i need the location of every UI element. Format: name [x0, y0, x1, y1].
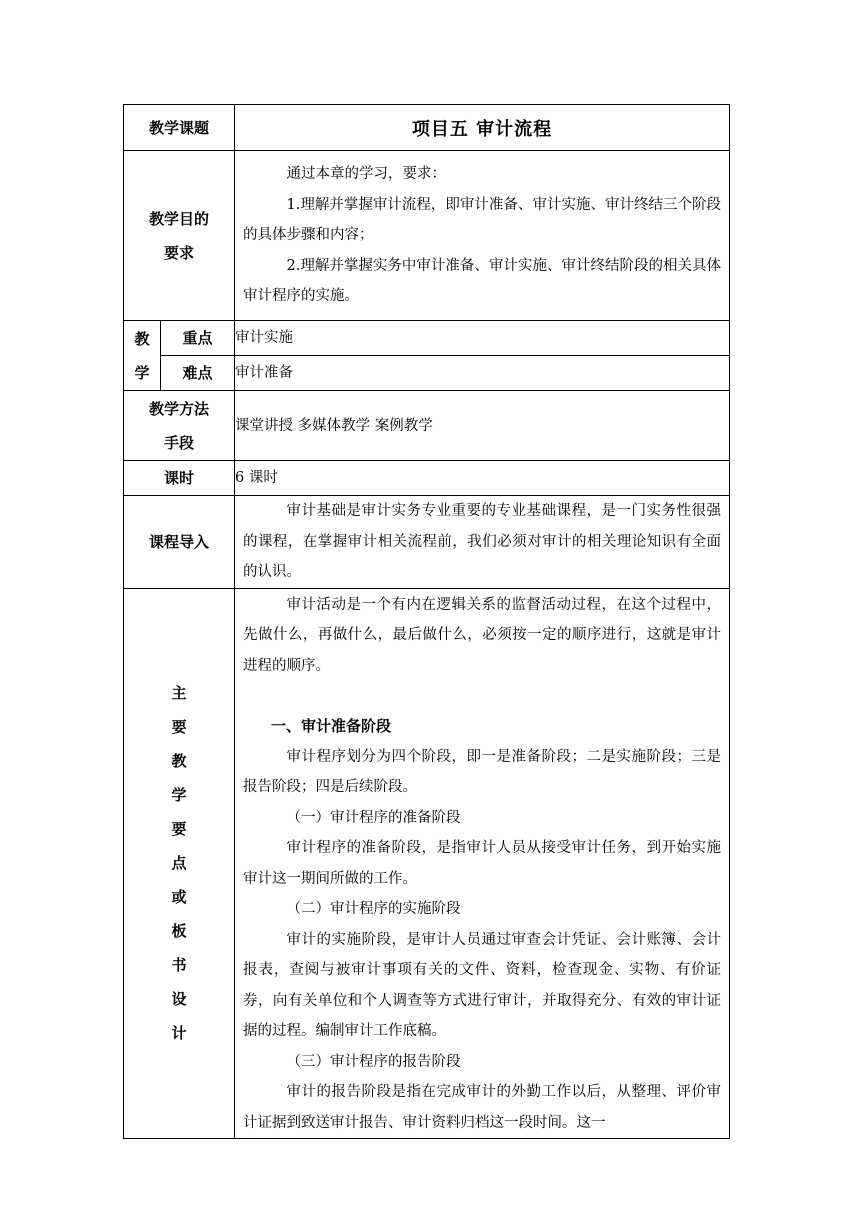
- difficult-label: 难点: [161, 356, 235, 391]
- main-content: [235, 588, 730, 1139]
- topic-label: 教学课题: [124, 105, 235, 151]
- blank-line: [235, 681, 729, 711]
- method-label-line2: 手段: [164, 433, 195, 452]
- main-label-char: 计: [171, 1024, 187, 1043]
- main-para: 审计的实施阶段，是审计人员通过审查会计凭证、会计账簿、会计报表，查阅与被审计事项有关的文件、资料，检查现金、实物、有价证券，向有关单位和个人调查等方式进行审计，并取得充分、有效的审计证据的过程。编制审计工作底稿。: [243, 931, 722, 1039]
- main-label-char: 板: [171, 922, 187, 941]
- goal-label: [124, 151, 235, 321]
- main-label-char: 主: [171, 684, 187, 703]
- goal-label-line1: 教学目的: [149, 209, 210, 228]
- intro-row: [124, 496, 730, 589]
- difficult-value: 审计准备: [235, 356, 730, 391]
- main-label-char: 点: [171, 854, 187, 873]
- teach-label: [124, 321, 161, 391]
- method-row: [124, 391, 730, 461]
- teach-char: 教: [134, 329, 150, 348]
- key-value: 审计实施: [235, 321, 730, 356]
- main-label-char: 设: [171, 990, 187, 1009]
- topic-value: 项目五 审计流程: [235, 105, 730, 151]
- hours-row: [124, 461, 730, 496]
- main-para: 审计程序划分为四个阶段，即一是准备阶段；二是实施阶段；三是报告阶段；四是后续阶段。: [243, 748, 722, 795]
- goal-para: 通过本章的学习，要求：: [286, 166, 447, 183]
- main-label-char: 或: [171, 888, 187, 907]
- teach-char: 学: [134, 363, 150, 382]
- goal-para: 1.理解并掌握审计流程，即审计准备、审计实施、审计终结三个阶段的具体步骤和内容；: [243, 196, 722, 244]
- hours-label: 课时: [124, 461, 235, 496]
- main-para: 审计程序的准备阶段，是指审计人员从接受审计任务，到开始实施审计这一期间所做的工作。: [243, 840, 722, 887]
- sub-heading: （一）审计程序的准备阶段: [286, 809, 461, 826]
- section-heading: 一、审计准备阶段: [271, 717, 392, 735]
- main-label-char: 要: [171, 718, 187, 737]
- key-label: 重点: [161, 321, 235, 356]
- method-label-line1: 教学方法: [149, 399, 210, 418]
- method-value: 课堂讲授 多媒体教学 案例教学: [235, 391, 730, 461]
- intro-content: [235, 496, 730, 589]
- goal-content: [235, 151, 730, 321]
- goal-row: [124, 151, 730, 321]
- difficult-row: [124, 356, 730, 391]
- main-para: 审计的报告阶段是指在完成审计的外勤工作以后，从整理、评价审计证据到致送审计报告、审计资料归档这一段时间。这一: [243, 1084, 722, 1131]
- main-label-char: 要: [171, 820, 187, 839]
- intro-label: 课程导入: [124, 496, 235, 589]
- goal-para: 2.理解并掌握实务中审计准备、审计实施、审计终结阶段的相关具体审计程序的实施。: [243, 257, 722, 305]
- key-row: [124, 321, 730, 356]
- main-label-char: 教: [171, 752, 187, 771]
- main-label: [124, 588, 235, 1139]
- main-label-char: 学: [171, 786, 187, 805]
- topic-row: [124, 105, 730, 151]
- main-para: 审计活动是一个有内在逻辑关系的监督活动过程，在这个过程中，先做什么，再做什么，最后做什么，必须按一定的顺序进行，这就是审计进程的顺序。: [243, 596, 722, 674]
- lesson-plan-table: [123, 104, 730, 1139]
- sub-heading: （二）审计程序的实施阶段: [286, 901, 461, 917]
- method-label: [124, 391, 235, 461]
- main-row: [124, 588, 730, 1139]
- main-label-char: 书: [171, 956, 187, 975]
- hours-value: 6 课时: [235, 461, 730, 496]
- intro-text: 审计基础是审计实务专业重要的专业基础课程，是一门实务性很强的课程，在掌握审计相关流程前，我们必须对审计的相关理论知识有全面的认识。: [243, 503, 722, 580]
- sub-heading: （三）审计程序的报告阶段: [286, 1053, 461, 1070]
- goal-label-line2: 要求: [164, 243, 195, 262]
